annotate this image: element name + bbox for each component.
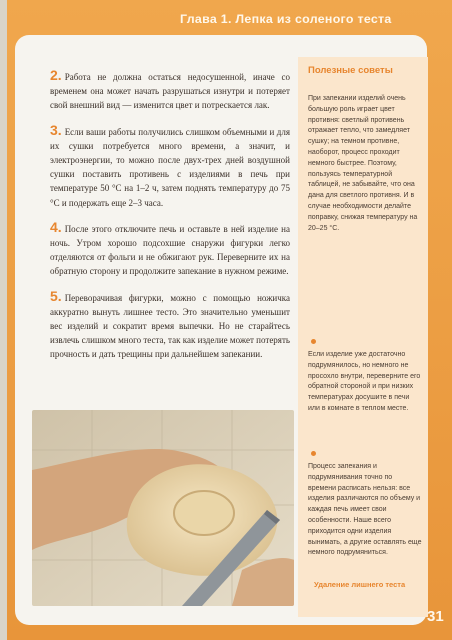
tips-sidebar: [298, 57, 428, 617]
tip-text: Если изделие уже достаточно подрумянилось, но немного не просохло внутри, переверните его обратной стороной и при низких температурах досушите в печи или в комнате в теплом месте.: [308, 351, 421, 412]
paragraph-text: Если ваши работы получились слишком объемными и для их сушки потребуется много времени, а значит, и электроэнергии, то можно после двух-трех дней воздушной сушки поставить противень с изделиями в печь при температуре 50 °С на 1–2 ч, затем поднять температуру до 75 °С и подержать еще 2–3 часа.: [50, 126, 290, 208]
paragraph-5: [50, 289, 290, 362]
step-number: 3.: [50, 121, 62, 138]
paragraph-text: После этого отключите печь и оставьте в ней изделие на ночь. Утром хорошо подсохшие снаружи фигурки легко отделяются от фольги и не обжигают рук. Переверните их на обратную сторону и продолжите запекание в нужном режиме.: [50, 223, 290, 277]
tip-text: Процесс запекания и подрумянивания точно по времени расписать нельзя: все изделия различаются по объему и каждая печь имеет свои особенности. Наше всего приходится одни изделия вынимать, а другие оставлять еще немного подрумяниться.: [308, 463, 422, 557]
step-number: 4.: [50, 218, 62, 235]
dough-photo: [32, 410, 294, 606]
tip-text: При запекании изделий очень большую роль играет цвет противня: светлый противень отражает тепло, что замедляет сушку; на темном противне, наоборот, процесс проходит немного быстрее. Поэтому, пользуясь температурной таблицей, не забывайте, что она дана для светлого противня. И в случае необходимости делайте поправку, снижая температуру на 20–25 °С.: [308, 95, 418, 232]
step-number: 2.: [50, 67, 62, 83]
paragraph-2: [50, 68, 290, 113]
paragraph-text: Переворачивая фигурки, можно с помощью ножичка аккуратно вынуть лишнее тесто. Это значительно уменьшит вес изделий и сократит время выпечки. Но не старайтесь извлечь слишком много теста, так как изделие может потерять прочность и дать трещины при дальнейшем запекании.: [50, 292, 290, 360]
photo-caption: Удаление лишнего теста: [314, 580, 406, 589]
main-text-column: [50, 68, 290, 372]
bullet-icon: [311, 451, 316, 456]
page-number: 31: [427, 608, 444, 625]
bullet-icon: [311, 339, 316, 344]
paragraph-text: Работа не должна остаться недосушенной, иначе со временем она может начать разрушаться изнутри и потеряет свой внешний вид — изменится цвет и потрескается лак.: [50, 72, 290, 111]
sidebar-title: Полезные советы: [308, 65, 393, 76]
paragraph-3: [50, 123, 290, 210]
chapter-header: Глава 1. Лепка из соленого теста: [180, 12, 392, 26]
step-number: 5.: [50, 287, 62, 304]
paragraph-4: [50, 220, 290, 279]
